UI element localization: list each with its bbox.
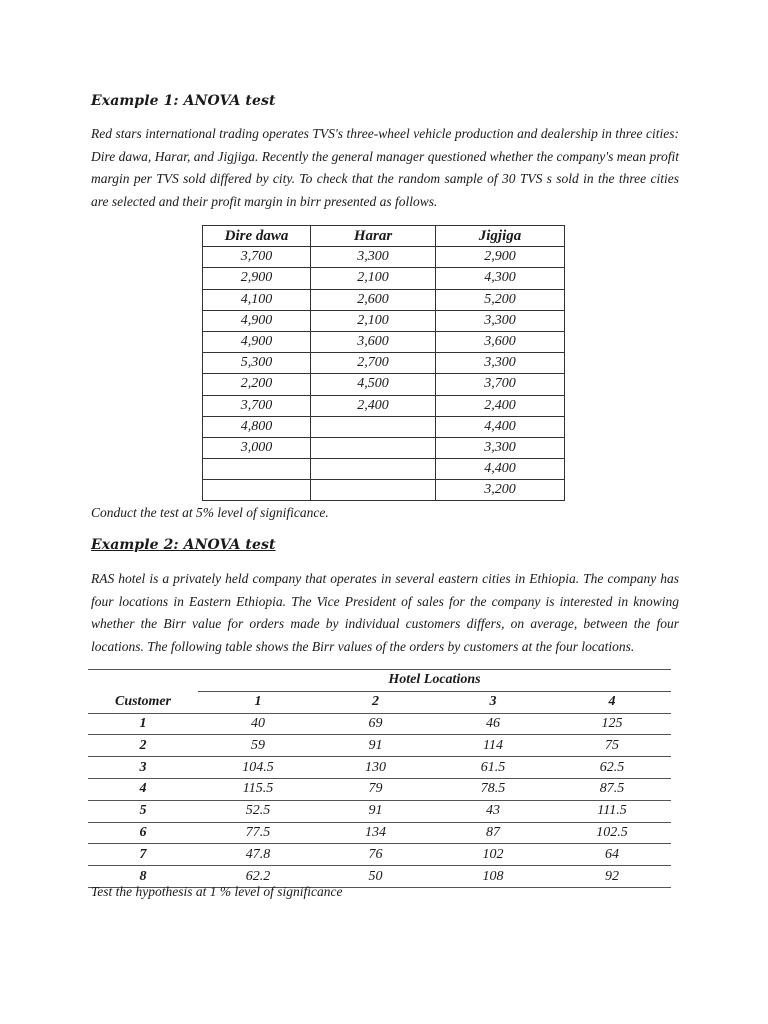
customer-number-cell: 1 (88, 713, 198, 735)
location-4-header: 4 (553, 691, 671, 713)
table-cell: 77.5 (198, 822, 318, 844)
table-cell: 4,400 (436, 416, 565, 437)
example1-title: Example 1: ANOVA test (91, 93, 276, 109)
table-cell: 50 (318, 866, 433, 888)
table-row (203, 437, 565, 458)
table-header-row (203, 226, 565, 247)
table-row (88, 800, 671, 822)
table-cell: 114 (433, 735, 553, 757)
example1-note: Conduct the test at 5% level of significance. (91, 505, 329, 520)
table-cell: 5,200 (436, 289, 565, 310)
table-row (203, 480, 565, 501)
table-row (203, 310, 565, 331)
table-cell: 87.5 (553, 778, 671, 800)
table-cell: 104.5 (198, 757, 318, 779)
table-cell: 2,100 (311, 310, 436, 331)
customer-number-cell: 6 (88, 822, 198, 844)
table-cell: 3,700 (203, 247, 311, 268)
table-cell: 115.5 (198, 778, 318, 800)
customer-header: Customer (88, 691, 198, 713)
customer-number-cell: 5 (88, 800, 198, 822)
table-cell: 3,300 (436, 437, 565, 458)
table-cell: 111.5 (553, 800, 671, 822)
customer-number-cell: 7 (88, 844, 198, 866)
table-cell: 79 (318, 778, 433, 800)
table-cell: 134 (318, 822, 433, 844)
table-cell: 4,800 (203, 416, 311, 437)
table-row (203, 395, 565, 416)
table-cell: 61.5 (433, 757, 553, 779)
group-header-row (88, 670, 671, 692)
table-cell: 2,700 (311, 353, 436, 374)
table-cell: 2,900 (203, 268, 311, 289)
table-row (88, 778, 671, 800)
header-harar: Harar (311, 226, 436, 247)
table-cell: 69 (318, 713, 433, 735)
table-row (203, 289, 565, 310)
customer-number-cell: 3 (88, 757, 198, 779)
header-jigjiga: Jigjiga (436, 226, 565, 247)
table-cell: 91 (318, 800, 433, 822)
table-cell: 62.2 (198, 866, 318, 888)
customer-number-cell: 2 (88, 735, 198, 757)
table-cell: 3,700 (203, 395, 311, 416)
table-cell: 108 (433, 866, 553, 888)
table-cell: 102.5 (553, 822, 671, 844)
location-1-header: 1 (198, 691, 318, 713)
table-cell: 3,700 (436, 374, 565, 395)
table-cell: 52.5 (198, 800, 318, 822)
table-cell: 3,300 (436, 353, 565, 374)
table-cell: 3,600 (311, 331, 436, 352)
location-3-header: 3 (433, 691, 553, 713)
table-row (88, 822, 671, 844)
example2-paragraph: RAS hotel is a privately held company that operates in several eastern cities in Ethiopia. The company has four locations in Eastern Ethiopia. The Vice President of sales for the company is interested in knowing whether the Birr value for orders made by individual customers differs, on average, between the four locations. The following table shows the Birr values of the orders by customers at the four locations. (91, 571, 679, 654)
table-row (203, 247, 565, 268)
table-cell: 3,300 (436, 310, 565, 331)
table-row (88, 713, 671, 735)
table-cell (203, 480, 311, 501)
location-2-header: 2 (318, 691, 433, 713)
table-cell: 130 (318, 757, 433, 779)
example2-title: Example 2: ANOVA test (91, 537, 276, 553)
table-cell: 2,400 (436, 395, 565, 416)
table-cell: 75 (553, 735, 671, 757)
hotel-orders-table (88, 669, 671, 888)
column-header-row (88, 691, 671, 713)
table-cell: 4,500 (311, 374, 436, 395)
table-cell: 5,300 (203, 353, 311, 374)
table-row (203, 416, 565, 437)
table-cell: 62.5 (553, 757, 671, 779)
table-cell: 87 (433, 822, 553, 844)
table-row (203, 268, 565, 289)
table-cell: 91 (318, 735, 433, 757)
table-row (203, 374, 565, 395)
table-row (203, 459, 565, 480)
table-row (88, 844, 671, 866)
table-cell: 40 (198, 713, 318, 735)
table-cell: 2,400 (311, 395, 436, 416)
table-cell (311, 480, 436, 501)
table-cell: 43 (433, 800, 553, 822)
table-row (203, 353, 565, 374)
example2-note: Test the hypothesis at 1 % level of significance (91, 884, 343, 899)
table-cell: 125 (553, 713, 671, 735)
table-cell: 4,400 (436, 459, 565, 480)
table-cell: 2,600 (311, 289, 436, 310)
table-cell: 4,100 (203, 289, 311, 310)
table-cell: 92 (553, 866, 671, 888)
table-cell: 46 (433, 713, 553, 735)
table-cell: 59 (198, 735, 318, 757)
table-cell: 3,600 (436, 331, 565, 352)
header-dire-dawa: Dire dawa (203, 226, 311, 247)
profit-margin-table (202, 225, 565, 501)
example1-paragraph: Red stars international trading operates TVS's three-wheel vehicle production and dealership in three cities: Dire dawa, Harar, and Jigjiga. Recently the general manager questioned whether the company's mean profit margin per TVS sold differed by city. To check that the random sample of 30 TVS s sold in the three cities are selected and their profit margin in birr presented as follows. (91, 126, 679, 209)
table-cell: 78.5 (433, 778, 553, 800)
customer-number-cell: 4 (88, 778, 198, 800)
table-cell: 4,900 (203, 331, 311, 352)
blank-corner (88, 670, 198, 692)
table-cell: 3,000 (203, 437, 311, 458)
table-cell: 47.8 (198, 844, 318, 866)
table-row (88, 757, 671, 779)
table-cell: 3,200 (436, 480, 565, 501)
hotel-locations-header: Hotel Locations (198, 670, 671, 692)
table-cell: 4,900 (203, 310, 311, 331)
table-cell (311, 437, 436, 458)
table-cell: 4,300 (436, 268, 565, 289)
table-cell: 3,300 (311, 247, 436, 268)
table-cell: 2,200 (203, 374, 311, 395)
customer-number-cell: 8 (88, 866, 198, 888)
table-cell (311, 416, 436, 437)
table-cell (203, 459, 311, 480)
table-cell: 76 (318, 844, 433, 866)
table-row (203, 331, 565, 352)
table-cell (311, 459, 436, 480)
table-row (88, 735, 671, 757)
table-cell: 2,900 (436, 247, 565, 268)
table-cell: 64 (553, 844, 671, 866)
table-cell: 102 (433, 844, 553, 866)
table-cell: 2,100 (311, 268, 436, 289)
